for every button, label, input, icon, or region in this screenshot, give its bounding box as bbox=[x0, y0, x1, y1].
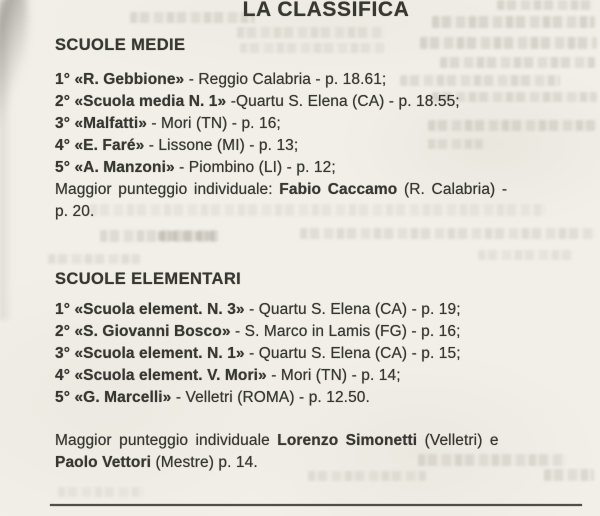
entry-school-name: «Scuola element. N. 3» bbox=[74, 301, 245, 318]
bleed-through-line bbox=[58, 487, 143, 497]
entry-rank: 5° bbox=[55, 159, 71, 176]
entry-school-name: «S. Giovanni Bosco» bbox=[74, 323, 231, 340]
bottom-rule bbox=[50, 504, 582, 506]
bleed-through-line bbox=[478, 250, 573, 260]
entry-school-name: «Scuola media N. 1» bbox=[74, 93, 227, 110]
entry-detail: - Piombino (LI) - p. 12; bbox=[179, 159, 336, 176]
note-medie-line2: p. 20. bbox=[55, 203, 95, 220]
entry-school-name: «Malfatti» bbox=[74, 115, 147, 132]
bleed-through-line bbox=[90, 204, 545, 216]
bleed-through-line bbox=[158, 231, 216, 241]
entry-detail: -Quartu S. Elena (CA) - p. 18.55; bbox=[230, 93, 460, 110]
note-text: (Mestre) p. 14. bbox=[155, 454, 258, 471]
entry-detail: - Mori (TN) - p. 16; bbox=[151, 115, 281, 132]
entry-rank: 2° bbox=[55, 323, 71, 340]
ranking-entry bbox=[55, 389, 370, 407]
entry-school-name: «Scuola element. N. 1» bbox=[74, 345, 245, 362]
note-text: Maggior punteggio individuale: bbox=[55, 181, 273, 198]
bleed-through-line bbox=[420, 37, 597, 49]
entry-rank: 4° bbox=[55, 137, 71, 154]
entry-rank: 4° bbox=[55, 367, 71, 384]
ranking-entry bbox=[55, 301, 461, 319]
entry-detail: - Lissone (MI) - p. 13; bbox=[148, 137, 299, 154]
note-person-name: Lorenzo Simonetti bbox=[277, 432, 418, 449]
entry-rank: 3° bbox=[55, 345, 71, 362]
entry-rank: 3° bbox=[55, 115, 71, 132]
bleed-through-line bbox=[544, 469, 594, 481]
entry-detail: - Quartu S. Elena (CA) - p. 19; bbox=[249, 301, 461, 318]
bleed-through-line bbox=[418, 454, 566, 466]
note-text: Maggior punteggio individuale bbox=[55, 432, 270, 449]
bleed-through-line bbox=[240, 43, 385, 53]
entry-detail: - Reggio Calabria - p. 18.61; bbox=[188, 71, 387, 88]
entry-detail: - Velletri (ROMA) - p. 12.50. bbox=[175, 389, 370, 406]
note-text: (Velletri) e bbox=[424, 432, 499, 449]
bleed-through-line bbox=[300, 228, 595, 239]
ranking-entry bbox=[55, 137, 298, 155]
entry-rank: 1° bbox=[55, 301, 71, 318]
bleed-through-line bbox=[308, 471, 426, 481]
entry-rank: 2° bbox=[55, 93, 71, 110]
entry-school-name: «Scuola element. V. Mori» bbox=[74, 367, 267, 384]
ranking-entry bbox=[55, 115, 281, 133]
note-medie-line1 bbox=[55, 181, 507, 199]
note-text: (R. Calabria) - bbox=[403, 181, 508, 198]
entry-detail: - Quartu S. Elena (CA) - p. 15; bbox=[249, 345, 461, 362]
section-heading-medie: SCUOLE MEDIE bbox=[55, 36, 186, 54]
bleed-through-line bbox=[428, 120, 596, 131]
bleed-through-line bbox=[237, 27, 385, 38]
entry-school-name: «A. Manzoni» bbox=[74, 159, 175, 176]
bleed-through-line bbox=[440, 57, 595, 68]
ranking-entry bbox=[55, 323, 460, 341]
bleed-through-line bbox=[400, 75, 560, 86]
entry-school-name: «R. Gebbione» bbox=[74, 71, 185, 88]
bleed-through-line bbox=[428, 139, 483, 149]
bleed-through-line bbox=[48, 254, 140, 264]
ranking-entry bbox=[55, 345, 461, 363]
page-title: LA CLASSIFICA bbox=[242, 0, 410, 21]
entry-detail: - S. Marco in Lamis (FG) - p. 16; bbox=[234, 323, 461, 340]
entry-detail: - Mori (TN) - p. 14; bbox=[271, 367, 401, 384]
note-person-name: Fabio Caccamo bbox=[279, 181, 398, 198]
ranking-entry bbox=[55, 71, 386, 89]
entry-rank: 5° bbox=[55, 389, 71, 406]
page-edge-shadow bbox=[0, 0, 12, 320]
ranking-entry bbox=[55, 367, 401, 385]
ranking-entry bbox=[55, 93, 460, 111]
note-person-name: Paolo Vettori bbox=[55, 454, 152, 471]
entry-school-name: «E. Faré» bbox=[74, 137, 145, 154]
ranking-entry bbox=[55, 159, 336, 177]
entry-rank: 1° bbox=[55, 71, 71, 88]
entry-school-name: «G. Marcelli» bbox=[74, 389, 172, 406]
note-elementari-line1 bbox=[55, 432, 499, 450]
section-heading-elementari: SCUOLE ELEMENTARI bbox=[55, 270, 242, 288]
note-elementari-line2 bbox=[55, 454, 258, 472]
